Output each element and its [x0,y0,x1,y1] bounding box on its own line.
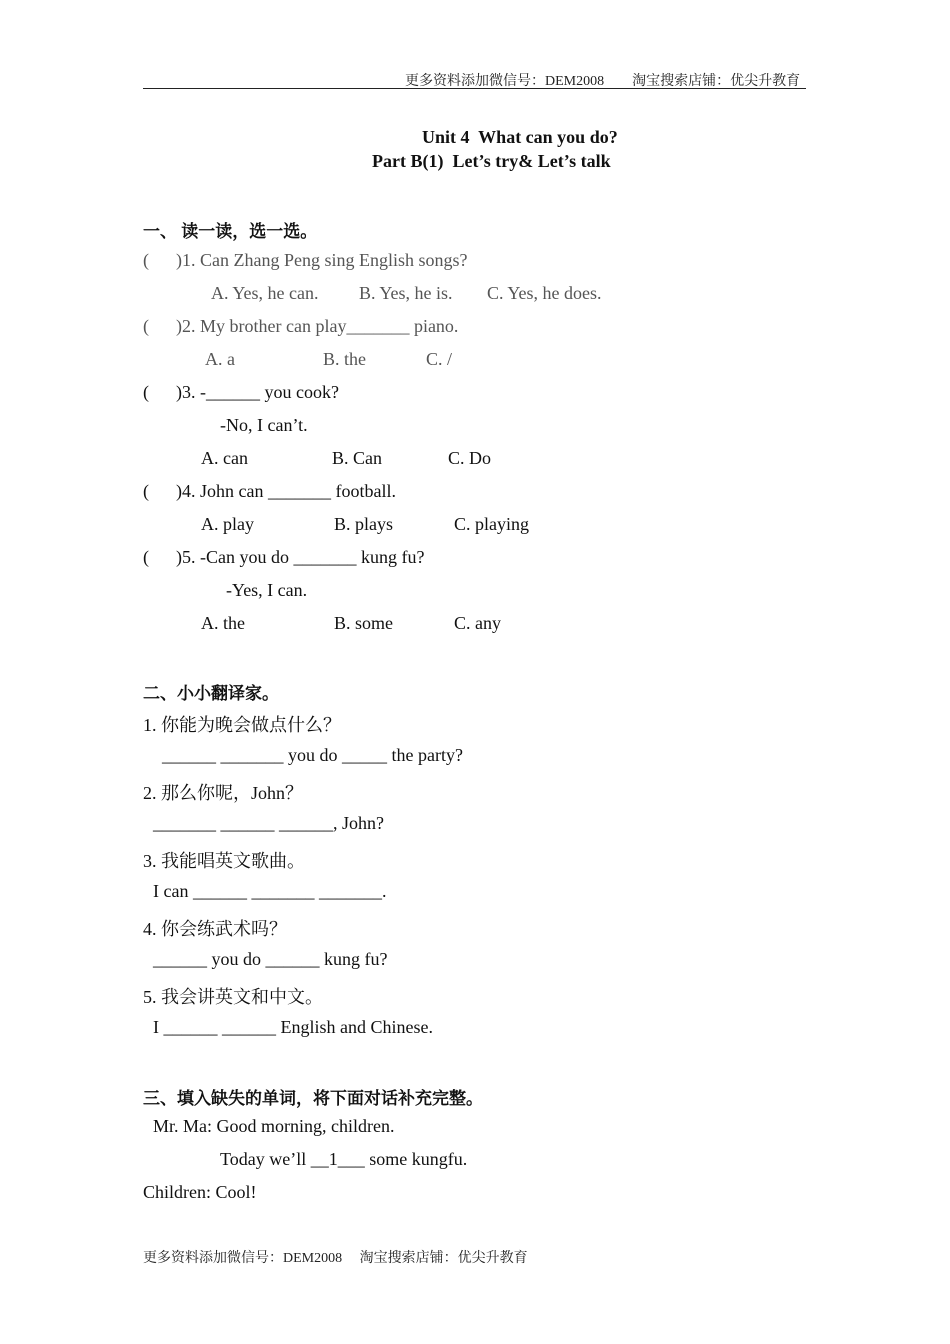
page-footer: 更多资料添加微信号：DEM2008 淘宝搜索店铺：优尖升教育 [143,1251,528,1266]
t1-english: ______ _______ you do _____ the party? [162,745,463,765]
q5-option-a: A. the [201,613,245,633]
section1-heading: 一、 读一读，选一选。 [143,222,318,241]
t5-english: I ______ ______ English and Chinese. [153,1017,433,1037]
q1-option-a: A. Yes, he can. [211,283,319,303]
q5-reply: -Yes, I can. [226,580,308,600]
t4-english: ______ you do ______ kung fu? [153,949,388,969]
t1-chinese: 1. 你能为晚会做点什么？ [143,715,341,735]
section3-heading: 三、填入缺失的单词，将下面对话补充完整。 [143,1089,483,1108]
q4-stem: ( )4. John can _______ football. [143,481,396,501]
q2-option-c: C. / [426,349,453,369]
q4-option-b: B. plays [334,514,394,534]
header-rule [143,88,806,89]
t2-english: _______ ______ ______, John? [153,813,384,833]
q2-stem: ( )2. My brother can play_______ piano. [143,316,459,336]
title-part: Part B(1) Let’s try& Let’s talk [372,151,611,171]
q1-stem: ( )1. Can Zhang Peng sing English songs? [143,250,468,270]
t4-chinese: 4. 你会练武术吗？ [143,919,287,939]
dialogue-line-3: Children: Cool! [143,1182,257,1202]
t2-chinese: 2. 那么你呢，John？ [143,783,304,803]
t5-chinese: 5. 我会讲英文和中文。 [143,987,323,1007]
title-unit: Unit 4 What can you do? [422,127,618,147]
q5-option-b: B. some [334,613,394,633]
q4-option-c: C. playing [454,514,529,534]
q2-option-a: A. a [205,349,235,369]
q3-stem: ( )3. -______ you cook? [143,382,339,402]
dialogue-line-2: Today we’ll __1___ some kungfu. [220,1149,468,1169]
q5-stem: ( )5. -Can you do _______ kung fu? [143,547,425,567]
t3-english: I can ______ _______ _______. [153,881,387,901]
q4-option-a: A. play [201,514,254,534]
q1-option-c: C. Yes, he does. [487,283,602,303]
q3-reply: -No, I can’t. [220,415,308,435]
section2-heading: 二、小小翻译家。 [143,684,279,703]
q1-option-b: B. Yes, he is. [359,283,453,303]
dialogue-line-1: Mr. Ma: Good morning, children. [153,1116,395,1136]
q3-option-c: C. Do [448,448,492,468]
page-header: 更多资料添加微信号：DEM2008 淘宝搜索店铺：优尖升教育 [405,74,801,89]
q2-option-b: B. the [323,349,366,369]
q5-option-c: C. any [454,613,501,633]
q3-option-b: B. Can [332,448,383,468]
t3-chinese: 3. 我能唱英文歌曲。 [143,851,305,871]
q3-option-a: A. can [201,448,248,468]
